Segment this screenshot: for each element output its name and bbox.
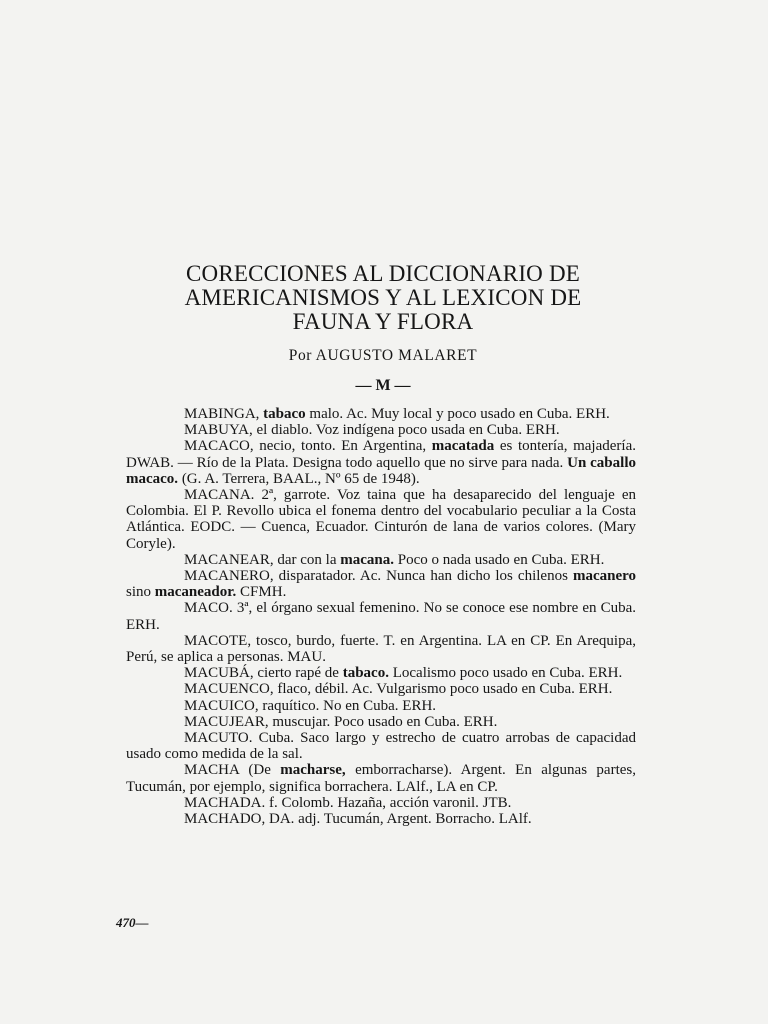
- dictionary-entry: [126, 811, 636, 827]
- dictionary-entry: [126, 422, 636, 438]
- bold-term: tabaco.: [342, 665, 389, 682]
- entry-text: MACANERO, disparatador. Ac. Nunca han dicho los chilenos: [184, 568, 573, 585]
- article-title: [110, 262, 656, 334]
- entry-text: MACACO, necio, tonto. En Argentina,: [184, 438, 432, 455]
- entry-text: emborracharse). Argent. En algunas partes, Tucumán, por ejemplo, significa borrachera. LAlf., LA en CP.: [126, 762, 636, 795]
- dictionary-entries: [126, 406, 636, 827]
- entry-text: es tontería, majadería. DWAB. — Río de la Plata. Designa todo aquello que no sirve para nada.: [126, 438, 636, 471]
- section-heading-m: — M —: [355, 377, 411, 394]
- entry-text: sino: [126, 584, 155, 601]
- entry-text: MACUBÁ, cierto rapé de: [184, 665, 343, 682]
- entry-text: MACUENCO, flaco, débil. Ac. Vulgarismo poco usado en Cuba. ERH.: [184, 681, 613, 698]
- entry-text: MACHADA. f. Colomb. Hazaña, acción varonil. JTB.: [184, 794, 512, 811]
- title-line-2: AMERICANISMOS Y AL LEXICON DE: [184, 285, 582, 310]
- dictionary-entry: [126, 633, 636, 665]
- dictionary-entry: [126, 762, 636, 794]
- entry-text: MACUJEAR, muscujar. Poco usado en Cuba. ERH.: [184, 713, 498, 730]
- title-line-3: FAUNA Y FLORA: [292, 309, 474, 334]
- entry-text: MACANEAR, dar con la: [184, 551, 341, 568]
- entry-text: MACO. 3ª, el órgano sexual femenino. No se conoce ese nombre en Cuba. ERH.: [126, 600, 636, 633]
- bold-term: tabaco: [263, 406, 306, 422]
- dictionary-entry: [126, 698, 636, 714]
- dictionary-entry: [126, 730, 636, 762]
- dictionary-entry: [126, 600, 636, 632]
- entry-text: MACHA (De: [184, 762, 281, 779]
- entry-text: MACOTE, tosco, burdo, fuerte. T. en Argentina. LA en CP. En Arequipa, Perú, se aplica a personas. MAU.: [126, 632, 636, 666]
- dictionary-entry: [126, 487, 636, 552]
- entry-text: malo. Ac. Muy local y poco usado en Cuba. ERH.: [305, 406, 610, 422]
- dictionary-entry: [126, 552, 636, 568]
- entry-text: MACHADO, DA. adj. Tucumán, Argent. Borracho. LAlf.: [184, 811, 532, 828]
- dictionary-entry: [126, 665, 636, 681]
- entry-text: (G. A. Terrera, BAAL., Nº 65 de 1948).: [178, 470, 420, 487]
- entry-text: MABUYA, el diablo. Voz indígena poco usada en Cuba. ERH.: [184, 422, 560, 439]
- page-number: 470—: [116, 915, 149, 930]
- dictionary-entry: [126, 568, 636, 600]
- bold-term: Un caballo macaco.: [126, 454, 636, 487]
- entry-text: MACUICO, raquítico. No en Cuba. ERH.: [184, 697, 437, 714]
- dictionary-entry: [126, 681, 636, 697]
- bold-term: macatada: [431, 438, 495, 455]
- author-line: Por AUGUSTO MALARET: [288, 347, 478, 364]
- entry-text: MACANA. 2ª, garrote. Voz taina que ha desaparecido del lenguaje en Colombia. El P. Revollo ubica el fonema dentro del vocabulario peculiar a la Costa Atlántica. EODC. — Cuenca, Ecuador. Cinturón de lana de varios colores. (Mary Coryle).: [126, 487, 636, 552]
- entry-text: Localismo poco usado en Cuba. ERH.: [388, 665, 623, 682]
- bold-term: macharse,: [280, 762, 346, 779]
- entry-text: Poco o nada usado en Cuba. ERH.: [393, 551, 605, 568]
- bold-term: macanero: [572, 568, 636, 585]
- bold-term: macaneador.: [154, 584, 237, 601]
- title-line-1: CORECCIONES AL DICCIONARIO DE: [185, 261, 581, 286]
- entry-text: CFMH.: [236, 584, 287, 601]
- bold-term: macana.: [340, 551, 394, 568]
- entry-text: MACUTO. Cuba. Saco largo y estrecho de cuatro arrobas de capacidad usado como medida de la sal.: [126, 730, 636, 763]
- dictionary-entry: [126, 714, 636, 730]
- dictionary-entry: [126, 438, 636, 487]
- dictionary-entry: [126, 406, 636, 422]
- dictionary-entry: [126, 795, 636, 811]
- entry-text: MABINGA,: [184, 406, 264, 422]
